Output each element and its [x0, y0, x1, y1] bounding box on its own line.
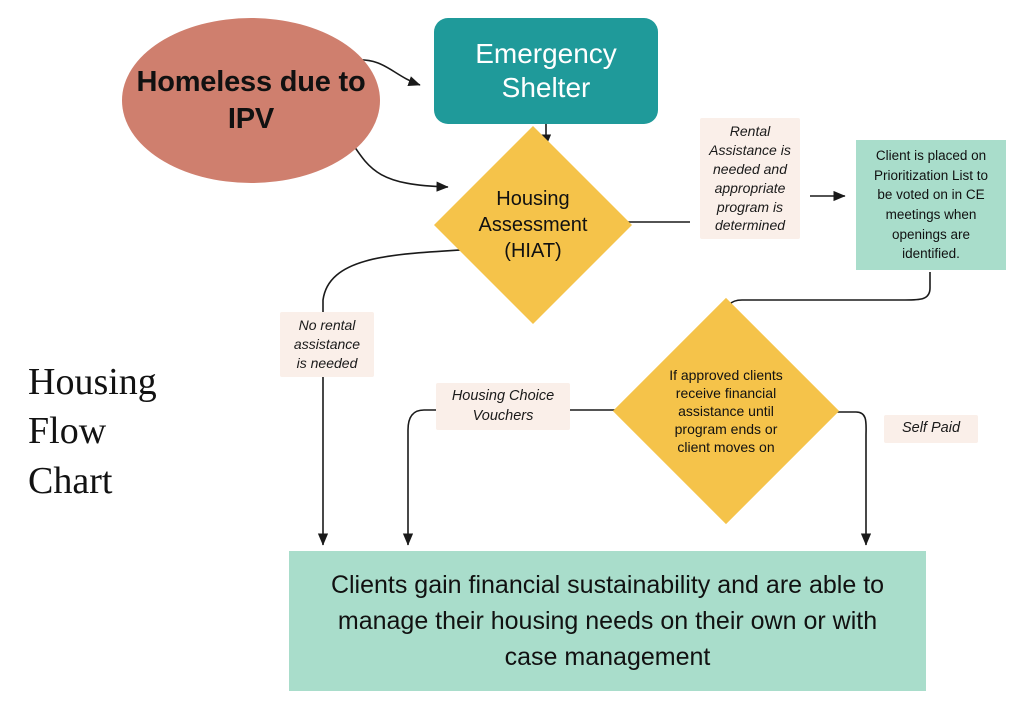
node-homeless-due-to-ipv[interactable]	[122, 18, 380, 183]
edge-approved-to-vouchers-outcome	[408, 410, 648, 545]
page-title	[28, 358, 258, 506]
edge-prioritization-to-approved	[726, 272, 930, 326]
node-emergency-shelter[interactable]	[434, 18, 658, 124]
edge-label-housing-choice-vouchers: Housing Choice Vouchers	[436, 383, 570, 430]
node-approved-label: If approved clients receive financial assistance until program ends or client moves on	[669, 366, 783, 456]
page-title-line-2: Flow	[28, 410, 107, 453]
node-prioritization-list[interactable]	[856, 140, 1006, 270]
edge-label-rental-assistance: Rental Assistance is needed and appropriate program is determined	[700, 118, 800, 239]
node-homeless-label: Homeless due to IPV	[136, 66, 366, 135]
edge-label-no-rental-assistance: No rental assistance is needed	[280, 312, 374, 377]
node-housing-assessment[interactable]	[463, 155, 603, 295]
node-prioritization-label: Client is placed on Prioritization List to be voted on in CE meetings when openings are identified.	[873, 148, 989, 262]
node-shelter-label: Emergency Shelter	[475, 38, 617, 103]
node-housing-assessment-label: Housing Assessment (HIAT)	[478, 188, 588, 262]
page-title-line-1: Housing	[28, 361, 157, 403]
node-outcome-financial-sustainability[interactable]	[289, 551, 926, 691]
edge-label-self-paid: Self Paid	[884, 415, 978, 443]
page-title-line-3: Chart	[28, 459, 113, 502]
edge-homeless-to-hiat	[350, 140, 448, 187]
node-outcome-label: Clients gain financial sustainability and are able to manage their housing needs on their own or with case management	[330, 570, 885, 672]
node-approved-financial-assistance[interactable]	[646, 331, 806, 491]
